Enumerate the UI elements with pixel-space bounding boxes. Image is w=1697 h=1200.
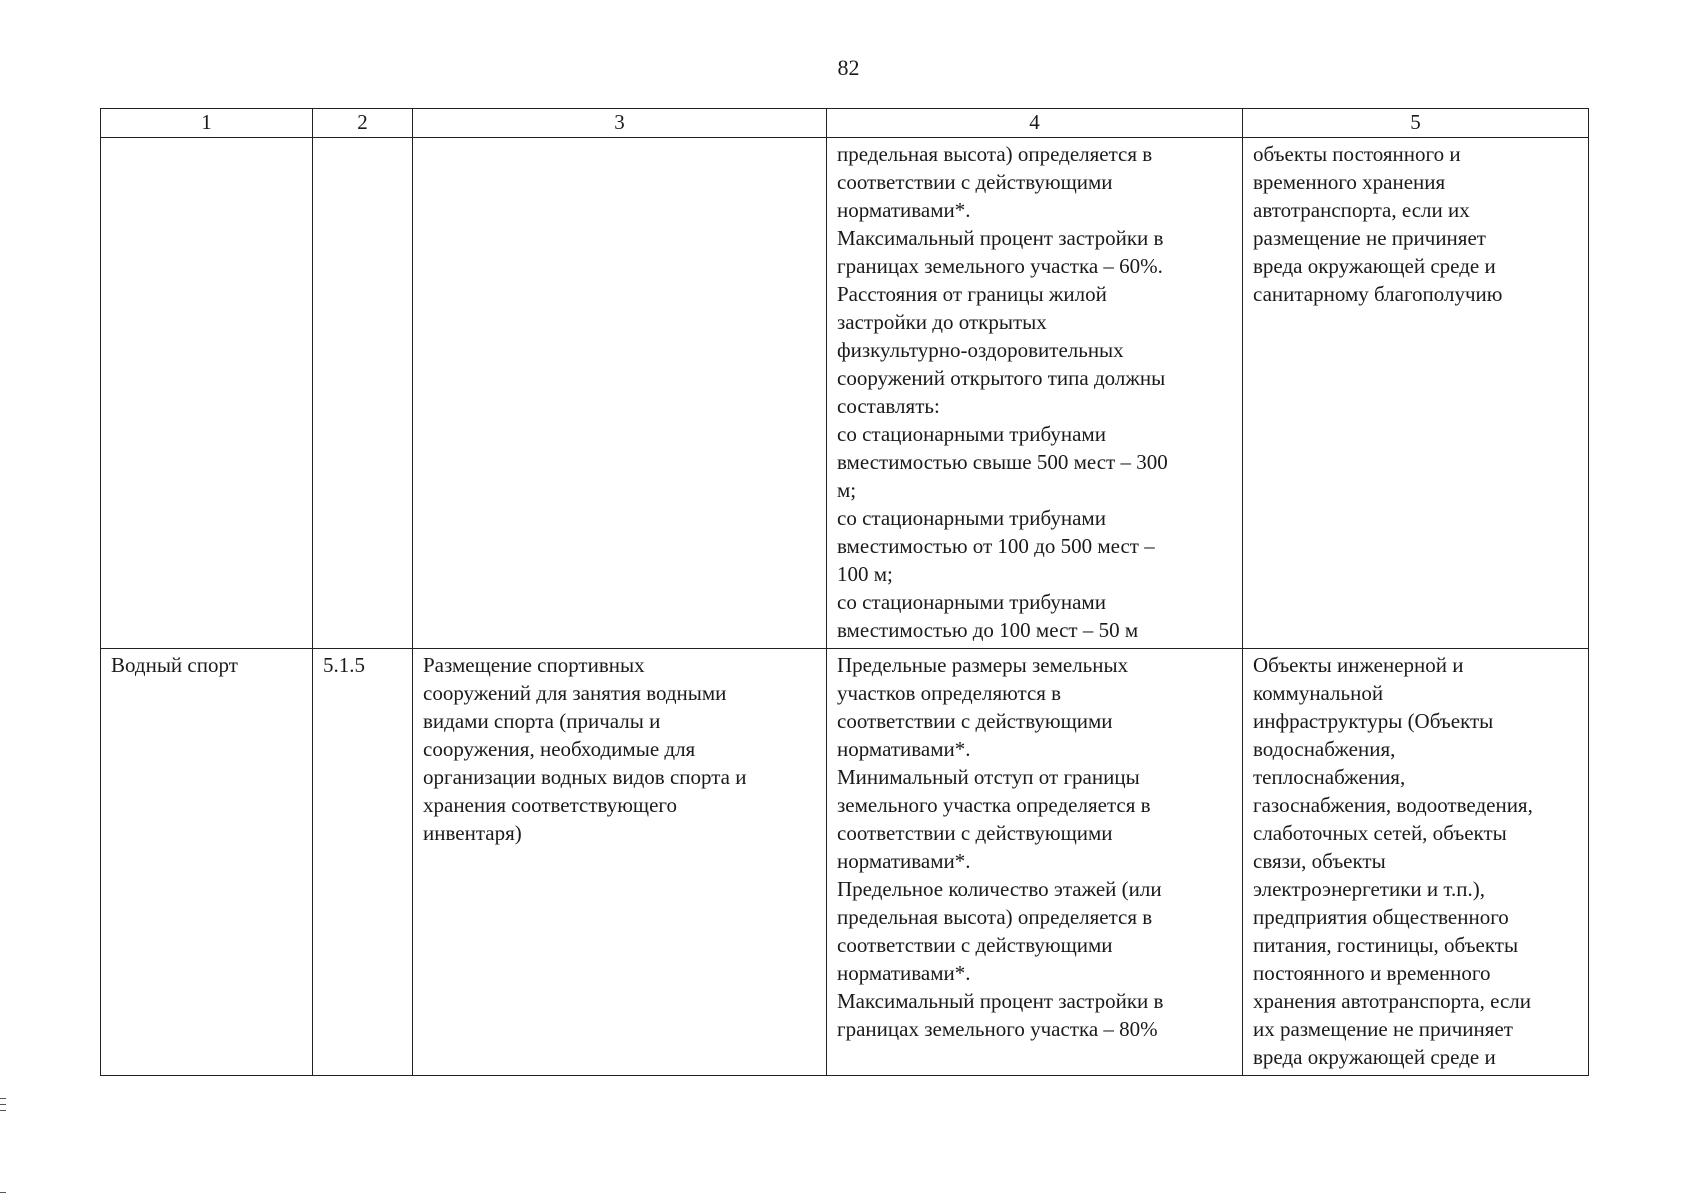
cell-text-line: Предельные размеры земельных <box>837 653 1129 677</box>
code-cell <box>313 138 413 649</box>
cell-text-line: инвентаря) <box>423 821 522 845</box>
auxiliary-uses-cell <box>1243 649 1589 1076</box>
cell-text-line: видами спорта (причалы и <box>423 709 661 733</box>
table-header-row <box>101 109 1589 138</box>
cell-text-line: питания, гостиницы, объекты <box>1253 933 1519 957</box>
cell-text-line: Предельное количество этажей (или <box>837 877 1162 901</box>
cell-text-line: земельного участка определяется в <box>837 793 1151 817</box>
cell-text-line: автотранспорта, если их <box>1253 198 1470 222</box>
table-row <box>101 138 1589 649</box>
page-number: 82 <box>837 55 860 80</box>
cell-text-line: размещение не причиняет <box>1253 226 1486 250</box>
cell-text-line: Расстояния от границы жилой <box>837 282 1107 306</box>
cell-text-line: нормативами*. <box>837 198 971 222</box>
cell-text-line: Объекты инженерной и <box>1253 653 1464 677</box>
column-header-1: 1 <box>101 109 313 138</box>
cell-text-line: участков определяются в <box>837 681 1062 705</box>
scan-margin-mark <box>0 1104 6 1105</box>
cell-text-line: вреда окружающей среде и <box>1253 254 1496 278</box>
parameters-cell <box>827 649 1243 1076</box>
cell-text-line: застройки до открытых <box>837 310 1047 334</box>
cell-text-line: Водный спорт <box>111 653 238 677</box>
cell-text-line: 100 м; <box>837 562 893 586</box>
cell-text-line: вместимостью от 100 до 500 мест – <box>837 534 1155 558</box>
cell-text-line: Максимальный процент застройки в <box>837 989 1164 1013</box>
land-use-table <box>100 108 1589 1076</box>
cell-text-line: границах земельного участка – 60%. <box>837 254 1163 278</box>
cell-text-line: их размещение не причиняет <box>1253 1017 1513 1041</box>
cell-text-line: предприятия общественного <box>1253 905 1509 929</box>
cell-text-line: нормативами*. <box>837 737 971 761</box>
cell-text-line: связи, объекты <box>1253 849 1386 873</box>
column-header-4: 4 <box>827 109 1243 138</box>
cell-text-line: Максимальный процент застройки в <box>837 226 1164 250</box>
table-row <box>101 649 1589 1076</box>
cell-text-line: со стационарными трибунами <box>837 590 1106 614</box>
cell-text-line: санитарному благополучию <box>1253 282 1503 306</box>
cell-text-line: вместимостью до 100 мест – 50 м <box>837 618 1139 642</box>
cell-text-line: сооружений открытого типа должны <box>837 366 1166 390</box>
cell-text-line: со стационарными трибунами <box>837 422 1106 446</box>
cell-text-line: вреда окружающей среде и <box>1253 1045 1496 1069</box>
cell-text-line: предельная высота) определяется в <box>837 905 1153 929</box>
cell-text-line: газоснабжения, водоотведения, <box>1253 793 1533 817</box>
cell-text-line: соответствии с действующими <box>837 933 1113 957</box>
cell-text-line: теплоснабжения, <box>1253 765 1406 789</box>
cell-text-line: границах земельного участка – 80% <box>837 1017 1158 1041</box>
cell-text-line: коммунальной <box>1253 681 1384 705</box>
cell-text-line: слаботочных сетей, объекты <box>1253 821 1507 845</box>
column-header-3: 3 <box>413 109 827 138</box>
cell-text-line: соответствии с действующими <box>837 170 1113 194</box>
cell-text-line: физкультурно-оздоровительных <box>837 338 1124 362</box>
cell-text-line: нормативами*. <box>837 849 971 873</box>
cell-text-line: Размещение спортивных <box>423 653 645 677</box>
cell-text-line: соответствии с действующими <box>837 821 1113 845</box>
cell-text-line: предельная высота) определяется в <box>837 142 1153 166</box>
cell-text-line: вместимостью свыше 500 мест – 300 <box>837 450 1168 474</box>
cell-text-line: хранения автотранспорта, если <box>1253 989 1532 1013</box>
cell-text-line: со стационарными трибунами <box>837 506 1106 530</box>
cell-text-line: м; <box>837 478 857 502</box>
cell-text-line: нормативами*. <box>837 961 971 985</box>
cell-text-line: 5.1.5 <box>323 653 365 677</box>
cell-text-line: постоянного и временного <box>1253 961 1491 985</box>
code-cell <box>313 649 413 1076</box>
description-cell <box>413 138 827 649</box>
cell-text-line: водоснабжения, <box>1253 737 1396 761</box>
cell-text-line: временного хранения <box>1253 170 1446 194</box>
parameters-cell <box>827 138 1243 649</box>
cell-text-line: организации водных видов спорта и <box>423 765 747 789</box>
cell-text-line: соответствии с действующими <box>837 709 1113 733</box>
cell-text-line: сооружения, необходимые для <box>423 737 696 761</box>
scan-margin-mark <box>0 1110 6 1111</box>
scan-margin-mark <box>0 1192 6 1193</box>
scan-margin-mark <box>0 1098 6 1099</box>
description-cell <box>413 649 827 1076</box>
cell-text-line: Минимальный отступ от границы <box>837 765 1140 789</box>
cell-text-line: инфраструктуры (Объекты <box>1253 709 1494 733</box>
cell-text-line: электроэнергетики и т.п.), <box>1253 877 1485 901</box>
cell-text-line: объекты постоянного и <box>1253 142 1461 166</box>
column-header-5: 5 <box>1243 109 1589 138</box>
auxiliary-uses-cell <box>1243 138 1589 649</box>
column-header-2: 2 <box>313 109 413 138</box>
cell-text-line: составлять: <box>837 394 940 418</box>
cell-text-line: сооружений для занятия водными <box>423 681 727 705</box>
type-cell <box>101 138 313 649</box>
cell-text-line: хранения соответствующего <box>423 793 677 817</box>
type-cell <box>101 649 313 1076</box>
